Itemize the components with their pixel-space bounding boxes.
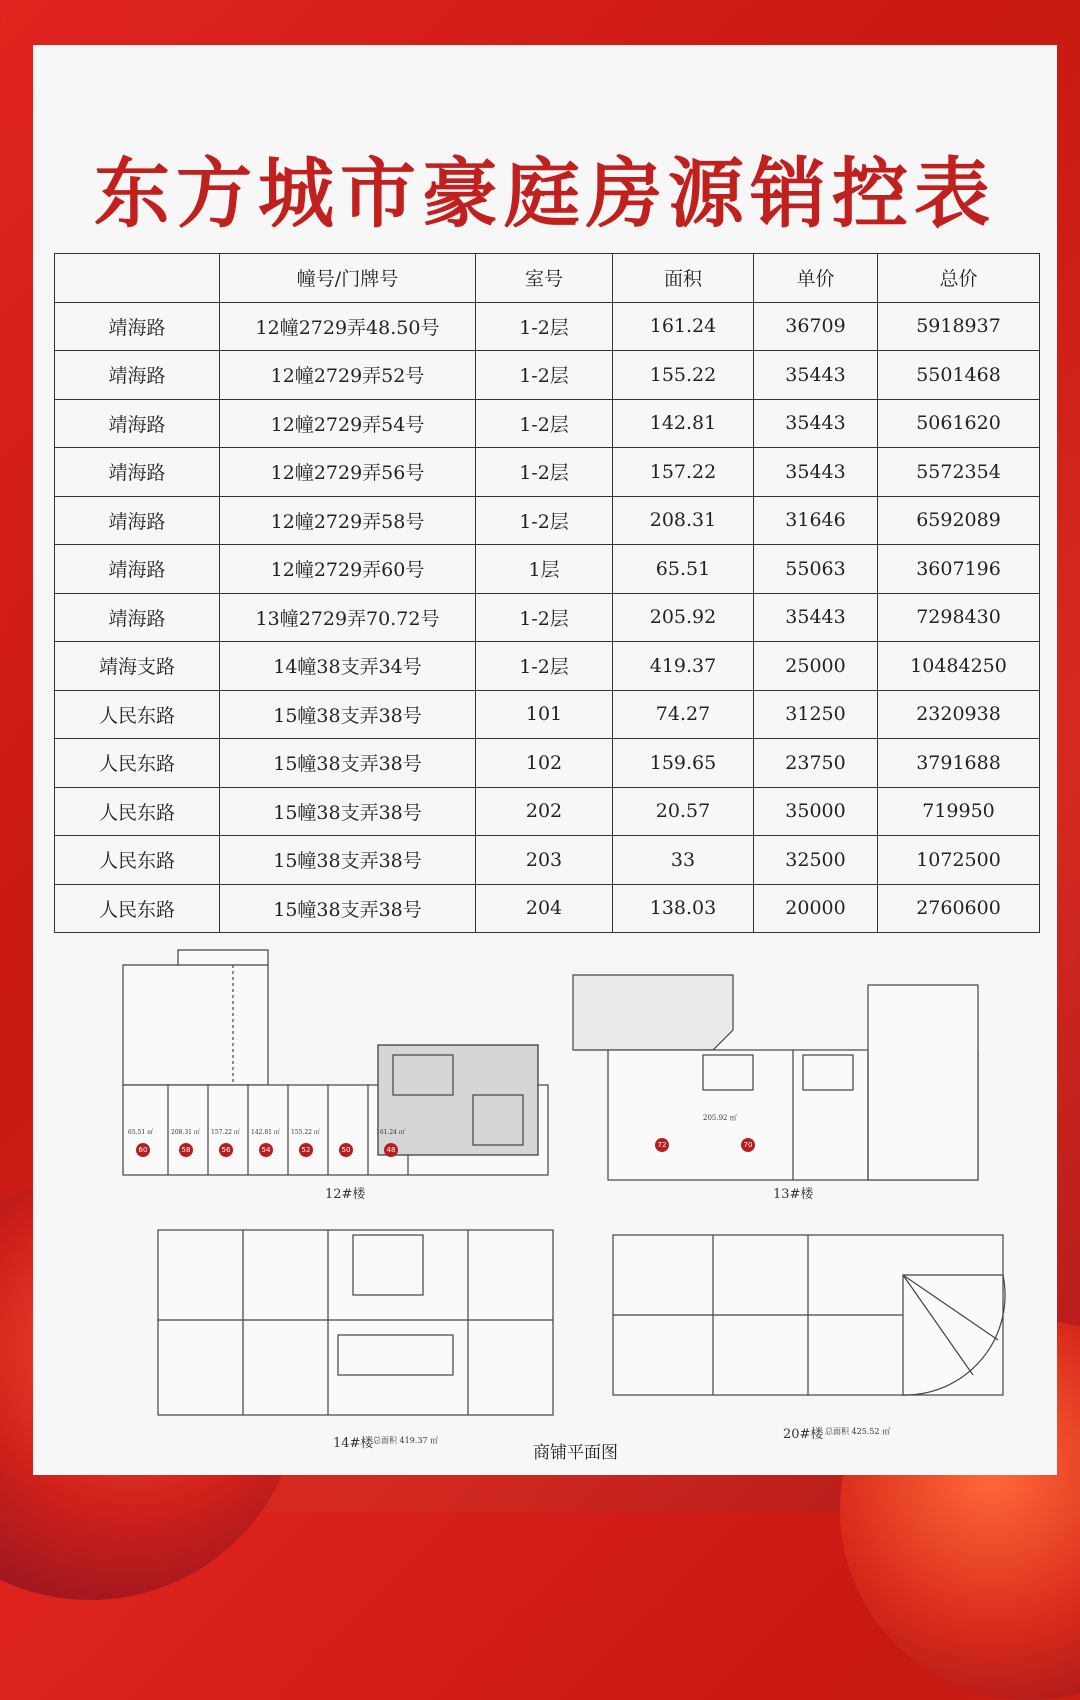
cell-unit-price: 31250 <box>754 690 878 739</box>
building-12-unit-area: 157.22 ㎡ <box>211 1129 240 1136</box>
cell-road: 靖海支路 <box>55 642 220 691</box>
cell-building-number: 12幢2729弄56号 <box>220 448 476 497</box>
cell-total-price: 3791688 <box>878 739 1040 788</box>
table-row <box>55 448 1040 497</box>
cell-area: 33 <box>613 836 754 885</box>
cell-road: 靖海路 <box>55 302 220 351</box>
table-row <box>55 787 1040 836</box>
header-building-number: 幢号/门牌号 <box>220 254 476 303</box>
cell-unit-price: 31646 <box>754 496 878 545</box>
cell-road: 靖海路 <box>55 496 220 545</box>
building-12-unit-marker: 54 <box>259 1143 273 1157</box>
cell-building-number: 15幢38支弄38号 <box>220 690 476 739</box>
cell-building-number: 15幢38支弄38号 <box>220 739 476 788</box>
cell-room: 1-2层 <box>476 496 613 545</box>
building-12-label: 12#楼 <box>325 1187 366 1202</box>
cell-road: 人民东路 <box>55 836 220 885</box>
cell-room: 203 <box>476 836 613 885</box>
cell-area: 161.24 <box>613 302 754 351</box>
table-header-row <box>55 254 1040 303</box>
table-row <box>55 739 1040 788</box>
cell-building-number: 12幢2729弄58号 <box>220 496 476 545</box>
building-20-total-area: 总面积 425.52 ㎡ <box>825 1427 891 1436</box>
cell-area: 74.27 <box>613 690 754 739</box>
cell-unit-price: 36709 <box>754 302 878 351</box>
table-row <box>55 690 1040 739</box>
cell-road: 人民东路 <box>55 690 220 739</box>
cell-area: 142.81 <box>613 399 754 448</box>
cell-unit-price: 35000 <box>754 787 878 836</box>
cell-room: 1-2层 <box>476 351 613 400</box>
cell-building-number: 15幢38支弄38号 <box>220 836 476 885</box>
table-row <box>55 302 1040 351</box>
cell-road: 靖海路 <box>55 545 220 594</box>
table-row <box>55 836 1040 885</box>
cell-total-price: 5918937 <box>878 302 1040 351</box>
cell-room: 1-2层 <box>476 448 613 497</box>
cell-unit-price: 35443 <box>754 351 878 400</box>
building-12-unit-marker: 52 <box>299 1143 313 1157</box>
cell-building-number: 14幢38支弄34号 <box>220 642 476 691</box>
building-12-unit-marker: 58 <box>179 1143 193 1157</box>
cell-road: 人民东路 <box>55 884 220 933</box>
building-13-label: 13#楼 <box>773 1187 814 1202</box>
cell-area: 157.22 <box>613 448 754 497</box>
cell-building-number: 12幢2729弄52号 <box>220 351 476 400</box>
building-12-unit-marker: 50 <box>339 1143 353 1157</box>
table-row <box>55 545 1040 594</box>
table-row <box>55 351 1040 400</box>
cell-total-price: 5572354 <box>878 448 1040 497</box>
cell-unit-price: 23750 <box>754 739 878 788</box>
cell-road: 靖海路 <box>55 351 220 400</box>
building-12-unit-area: 208.31 ㎡ <box>171 1129 200 1136</box>
building-12-unit-area: 155.22 ㎡ <box>291 1129 320 1136</box>
header-unit-price: 单价 <box>754 254 878 303</box>
cell-total-price: 2760600 <box>878 884 1040 933</box>
cell-area: 419.37 <box>613 642 754 691</box>
building-13-area: 205.92 ㎡ <box>703 1114 737 1122</box>
building-20-label: 20#楼 <box>783 1427 824 1442</box>
cell-room: 202 <box>476 787 613 836</box>
cell-building-number: 15幢38支弄38号 <box>220 787 476 836</box>
cell-room: 1层 <box>476 545 613 594</box>
cell-building-number: 12幢2729弄60号 <box>220 545 476 594</box>
cell-unit-price: 20000 <box>754 884 878 933</box>
cell-area: 65.51 <box>613 545 754 594</box>
building-12-unit-marker: 56 <box>219 1143 233 1157</box>
floor-plan-caption: 商铺平面图 <box>533 1443 618 1463</box>
cell-room: 204 <box>476 884 613 933</box>
cell-room: 102 <box>476 739 613 788</box>
cell-room: 1-2层 <box>476 642 613 691</box>
header-road <box>55 254 220 303</box>
sales-control-table <box>54 253 1040 933</box>
cell-building-number: 15幢38支弄38号 <box>220 884 476 933</box>
building-13-marker-70: 70 <box>741 1138 755 1152</box>
building-12-unit-area: 142.81 ㎡ <box>251 1129 280 1136</box>
cell-road: 靖海路 <box>55 593 220 642</box>
cell-unit-price: 55063 <box>754 545 878 594</box>
table-row <box>55 496 1040 545</box>
cell-total-price: 2320938 <box>878 690 1040 739</box>
cell-total-price: 7298430 <box>878 593 1040 642</box>
cell-total-price: 10484250 <box>878 642 1040 691</box>
cell-unit-price: 35443 <box>754 448 878 497</box>
cell-area: 138.03 <box>613 884 754 933</box>
building-13-marker-72: 72 <box>655 1138 669 1152</box>
page-title: 东方城市豪庭房源销控表 <box>94 149 996 238</box>
table-row <box>55 399 1040 448</box>
poster-panel <box>33 45 1057 1475</box>
cell-unit-price: 25000 <box>754 642 878 691</box>
cell-total-price: 6592089 <box>878 496 1040 545</box>
floor-plan-drawing <box>93 945 1013 1435</box>
cell-room: 1-2层 <box>476 399 613 448</box>
table-row <box>55 884 1040 933</box>
cell-road: 靖海路 <box>55 448 220 497</box>
cell-unit-price: 32500 <box>754 836 878 885</box>
cell-road: 靖海路 <box>55 399 220 448</box>
building-12-unit-marker: 60 <box>136 1143 150 1157</box>
cell-area: 155.22 <box>613 351 754 400</box>
table-row <box>55 642 1040 691</box>
building-14-label: 14#楼 <box>333 1436 374 1451</box>
building-12-unit-area: 161.24 ㎡ <box>376 1129 405 1136</box>
building-12-unit-area: 65.51 ㎡ <box>128 1129 154 1136</box>
cell-area: 159.65 <box>613 739 754 788</box>
cell-area: 208.31 <box>613 496 754 545</box>
cell-unit-price: 35443 <box>754 593 878 642</box>
cell-total-price: 1072500 <box>878 836 1040 885</box>
header-area: 面积 <box>613 254 754 303</box>
cell-total-price: 3607196 <box>878 545 1040 594</box>
cell-building-number: 13幢2729弄70.72号 <box>220 593 476 642</box>
cell-total-price: 719950 <box>878 787 1040 836</box>
table-row <box>55 593 1040 642</box>
cell-building-number: 12幢2729弄48.50号 <box>220 302 476 351</box>
floor-plans <box>93 945 1013 1465</box>
header-room: 室号 <box>476 254 613 303</box>
header-total-price: 总价 <box>878 254 1040 303</box>
cell-room: 1-2层 <box>476 302 613 351</box>
cell-room: 1-2层 <box>476 593 613 642</box>
cell-road: 人民东路 <box>55 787 220 836</box>
building-14-total-area: 总面积 419.37 ㎡ <box>373 1436 439 1445</box>
cell-building-number: 12幢2729弄54号 <box>220 399 476 448</box>
cell-area: 20.57 <box>613 787 754 836</box>
cell-room: 101 <box>476 690 613 739</box>
building-12-unit-marker: 48 <box>384 1143 398 1157</box>
cell-road: 人民东路 <box>55 739 220 788</box>
cell-unit-price: 35443 <box>754 399 878 448</box>
cell-total-price: 5501468 <box>878 351 1040 400</box>
cell-area: 205.92 <box>613 593 754 642</box>
cell-total-price: 5061620 <box>878 399 1040 448</box>
